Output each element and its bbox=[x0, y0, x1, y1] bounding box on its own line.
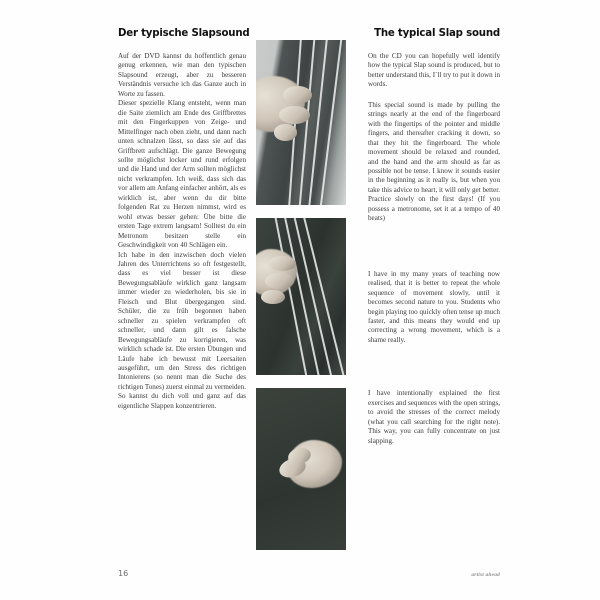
finger-shape bbox=[279, 106, 310, 124]
finger-shape bbox=[274, 124, 297, 141]
paragraph: This special sound is made by pulling the strings nearly at the end of the fingerboard with the fingertips of the pointer and middle fingers, and thereafter cracking it down, so that they hit the fingerboard. The whole movement should be relaxed and rounded, and the hand and the arm should as far as possible not be tense. I know it sounds easier in the beginning as it really is, but when you take this advice to heart, it will only get better. Practice slowly on the first days! (If you possess a metronome, set it at a tempo of 40 beats) bbox=[368, 100, 500, 223]
page-title-german: Der typische Slapsound bbox=[118, 28, 250, 39]
text-column-german bbox=[118, 52, 246, 547]
finger-shape bbox=[265, 273, 294, 289]
paragraph: Auf der DVD kannst du hoffentlich genau genug erkennen, wie man den typischen Slapsound erzeugt, aber zu besseren Verständnis versuche ich das Ganze auch in Worte zu fassen. bbox=[118, 52, 246, 98]
photo-fingers-under-strings-closeup bbox=[256, 218, 346, 375]
paragraph: Ich habe in den inzwischen doch vielen Jahren des Unterrichtens so oft festgestellt, dass es viel besser ist diese Bewegungsabläufe wirklich ganz langsam immer wieder zu wiederholen, bis sie in Fleisch und Blut übergegangen sind. Schüler, die zu früh begonnen haben schneller zu spielen verkrampfen oft schneller, und dann gilt es falsche Bewegungsabläufe zu korrigieren, was wirklich schade ist. Die ersten Übungen und Läufe habe ich bewusst mit Leersaiten ausgeführt, um den Stress des richtigen Intonierens (so nennt man die Suche des richtigen Tones) zuerst einmal zu vermeiden. So kannst du dich voll und ganz auf das eigentliche Slappen konzentrieren. bbox=[118, 250, 246, 410]
text-column-english bbox=[368, 52, 500, 547]
paragraph: On the CD you can hopefully well identify how the typical Slap sound is produced, but to better understand this, I´ll try to put it down in words. bbox=[368, 52, 500, 89]
paragraph: I have in my many years of teaching now realised, that it is better to repeat the whole sequence of movement slowly, until it becomes second nature to you. Students who begin playing too quickly often tense up much faster, and this means they would end up correcting a wrong movement, which is a shame really. bbox=[368, 269, 500, 344]
page-title-english: The typical Slap sound bbox=[374, 28, 500, 39]
paragraph: Dieser spezielle Klang entsteht, wenn man die Saite ziemlich am Ende des Griffbrettes mit den Fingerkuppen von Zeige- und Mittelfinger nach oben zieht, und dann nach unten schnalzen lässt, so dass sie auf das Griffbrett aufschlägt. Die ganze Bewegung sollte möglichst locker und rund erfolgen und die Hand und der Arm sollten möglichst nicht verkrampfen. Ich weiß, dass sich das vor allem am Anfang einfacher anhört, als es wirklich ist, aber wenn du dir bitte folgenden Rat zu Herzen nimmst, wird es wohl etwas besser gehen: Übe bitte die ersten Tage extrem langsam! Solltest du ein Metronom besitzen stelle ein Geschwindigkeit von 40 Schlägen ein. bbox=[118, 99, 246, 250]
publisher-imprint: artist ahead bbox=[471, 572, 500, 578]
page-number: 16 bbox=[118, 569, 129, 578]
photo-column bbox=[256, 40, 346, 550]
photo-relaxed-hand-above-strings bbox=[256, 388, 346, 550]
photo-hand-pulling-strings-fingerboard-end bbox=[256, 40, 346, 205]
page-footer bbox=[118, 566, 500, 578]
finger-shape bbox=[269, 256, 296, 272]
paragraph: I have intentionally explained the first exercises and sequences with the open strings, to avoid the stresses of the correct melody (what you call searching for the right note). This way, you can fully concentrate on just slapping. bbox=[368, 389, 500, 445]
